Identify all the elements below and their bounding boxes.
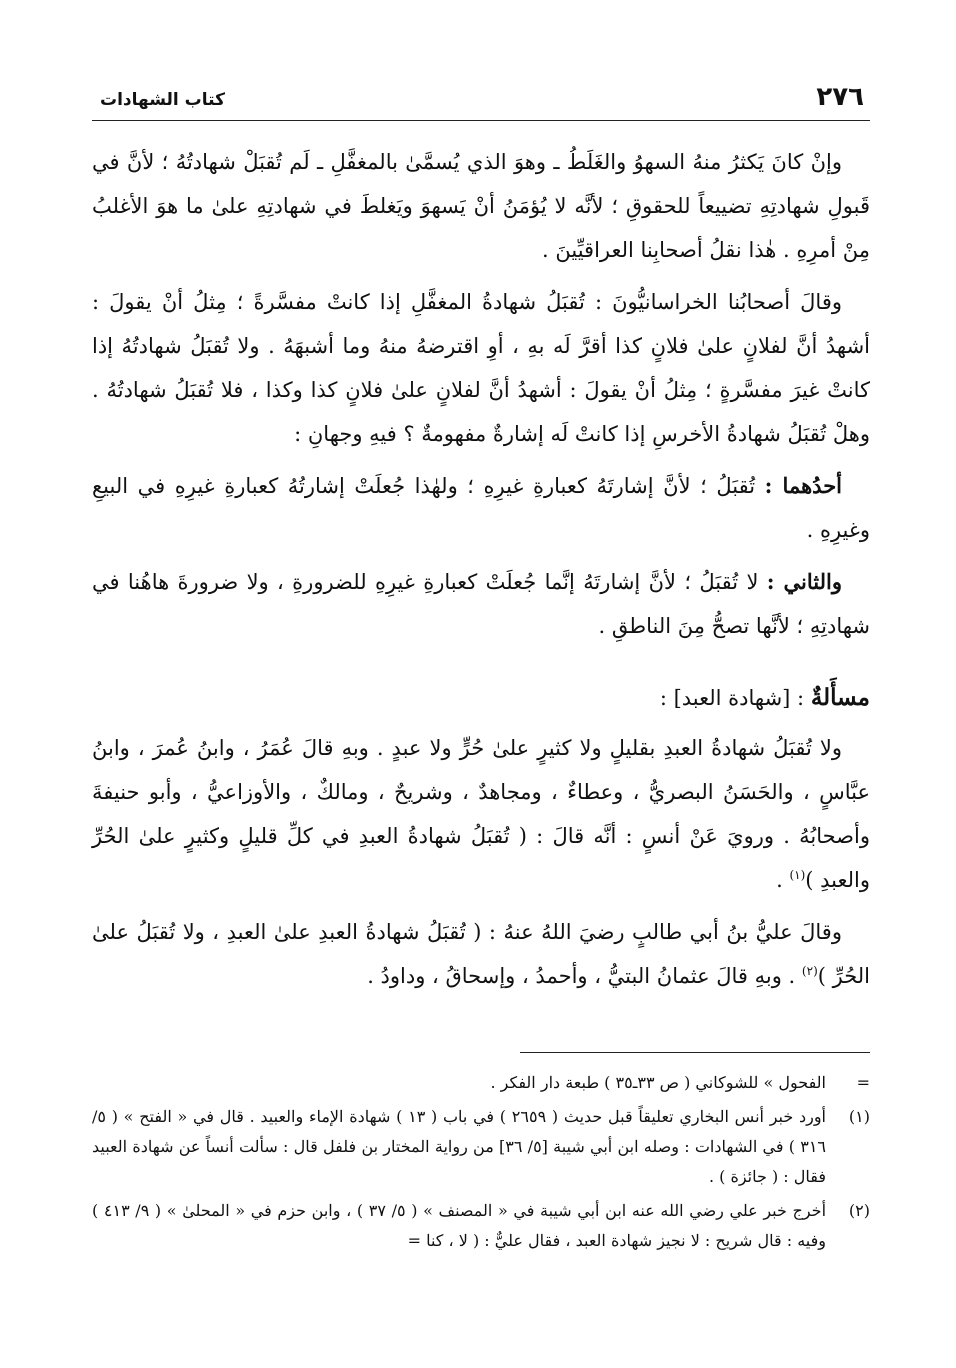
footnote-mark: (١) [848,1107,870,1126]
paragraph-tail: . [776,868,790,892]
footnote-text: الفحول » للشوكاني ( ص ٣٣ـ٣٥ ) طبعة دار الفكر . [490,1073,826,1092]
footnote [92,1196,870,1256]
section-heading-title: : [شهادة العبد] : [659,686,811,710]
paragraph [92,726,870,902]
footnote-text: أورد خبر أنس البخاري تعليقاً قبل حديث ( ٢٦٥٩ ) في باب ( ١٣ ) شهادة الإماء والعبيد . قال في « الفتح » ( ٥/ ٣١٦ ) في الشهادات : وصله ابن أبي شيبة [٥/ ٣٦] من رواية المختار بن فلفل قال : سألت أنساً عن شهادة العبيد فقال : ( جائزة ) . [92,1107,826,1186]
section-heading-word: مسأَلةٌ [810,684,870,711]
section-heading [92,676,870,720]
footnote-mark: (٢) [848,1201,870,1220]
paragraph [92,140,870,272]
paragraph-text: وقالَ أصحابُنا الخراسانيُّونَ : تُقبَلُ شهادةُ المغفَّلِ إذا كانتْ مفسَّرةً ؛ مِثلُ أنْ يقولَ : أشهدُ أنَّ لفلانٍ علىٰ فلانٍ كذا أقرَّ لَه بهِ ، أوِ اقترضهُ منهُ وما أشبهَهُ . ولا تُقبَلُ شهادتُهُ إذا كانتْ غيرَ مفسَّرةٍ ؛ مِثلُ أنْ يقولَ : أشهدُ أنَّ لفلانٍ علىٰ فلانٍ كذا وكذا ، فلا تُقبَلُ شهادتُهُ . وهلْ تُقبَلُ شهادةُ الأخرسِ إذا كانتْ لَه إشارةٌ مفهومةٌ ؟ فيهِ وجهانِ : [92,290,871,446]
paragraph-tail: . وبهِ قالَ عثمانُ البتيُّ ، وأحمدُ ، وإسحاقُ ، وداودُ . [367,964,802,988]
footnote-reference[interactable]: (٢) [801,964,818,978]
paragraph-text: ولا تُقبَلُ شهادةُ العبدِ بقليلٍ ولا كثيرٍ علىٰ حُرٍّ ولا عبدٍ . وبهِ قالَ عُمَرُ ، وابنُ عُمرَ ، وابنُ عبَّاسٍ ، والحَسَنُ البصريُّ ، وعطاءٌ ، ومجاهدٌ ، وشريحٌ ، ومالكٌ ، والأوزاعيُّ ، وأبو حنيفةَ وأصحابُهُ . ورويَ عَنْ أنسٍ : أنَّه قالَ : ( تُقبَلُ شهادةُ العبدِ في كلِّ قليلٍ وكثيرٍ علىٰ الحُرِّ والعبدِ ) [92,736,870,892]
footnote-mark: = [856,1073,870,1092]
footnote [92,1102,870,1192]
paragraph-lead: والثاني : [766,569,842,594]
paragraph-text: وقالَ عليُّ بنُ أبي طالبٍ رضيَ اللهُ عنهُ : ( تُقبَلُ شهادةُ العبدِ علىٰ العبدِ ، ولا تُقبَلُ علىٰ الحُرِّ ) [92,920,870,988]
footnote-divider [520,1052,870,1053]
paragraph [92,560,870,648]
paragraph-text: لا تُقبَلُ ؛ لأنَّ إشارتَهُ إنَّما جُعلَتْ كعبارةِ غيرِهِ للضرورةِ ، ولا ضرورةَ هاهُنا في شهادتِهِ ؛ لأنَّها تصحُّ مِنَ الناطقِ . [92,570,870,638]
running-title: كتاب الشهادات [100,90,225,110]
paragraph-text: تُقبَلُ ؛ لأنَّ إشارتَهُ كعبارةِ غيرِهِ ؛ ولهٰذا جُعلَتْ إشارتُهُ كعبارةِ غيرِهِ في البيعِ وغيرِهِ . [92,474,870,542]
footnotes [92,1068,870,1260]
page-number: ٢٧٦ [816,82,864,112]
footnote-reference[interactable]: (١) [789,868,806,882]
paragraph-text: وإنْ كانَ يَكثرُ منهُ السهوُ والغَلَطُ ـ وهوَ الذي يُسمَّىٰ بالمغفَّلِ ـ لَم تُقبَلْ شهادتُهُ ؛ لأنَّ في قَبولِ شهادتِهِ تضييعاً للحقوقِ ؛ لأنَّه لا يُؤمَنُ أنْ يَسهوَ ويَغلطَ في شهادتِهِ علىٰ ما هوَ الأغلبُ مِنْ أمرِهِ . هٰذا نقلُ أصحابِنا العراقيِّينَ . [92,150,870,262]
paragraph [92,464,870,552]
footnote [92,1068,870,1098]
book-page [92,78,870,1338]
paragraph [92,910,870,998]
paragraph-lead: أحدُهما : [764,473,843,498]
paragraph [92,280,870,456]
page-header [92,78,870,121]
footnote-text: أخرج خبر علي رضي الله عنه ابن أبي شيبة في « المصنف » ( ٥/ ٣٧ ) ، وابن حزم في « المحلىٰ » ( ٩/ ٤١٣ ) وفيه : قال شريح : لا نجيز شهادة العبد ، فقال عليٌّ : ( لا ، كنا = [92,1201,827,1250]
main-text [92,140,870,1006]
